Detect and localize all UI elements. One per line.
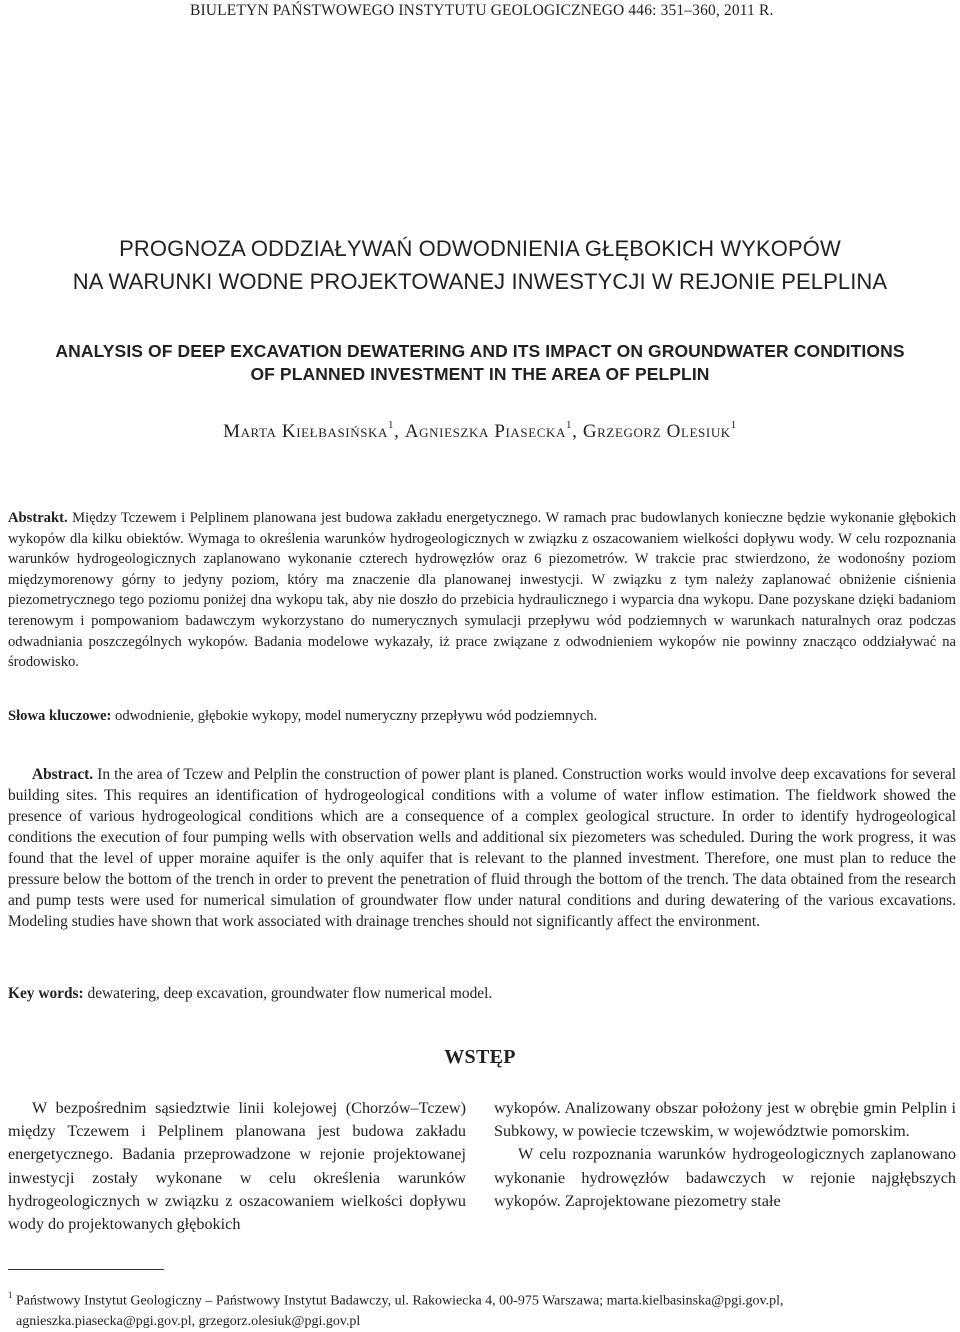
- footnote-mark: 1: [8, 1290, 13, 1300]
- keywords-polish-text: odwodnienie, głębokie wykopy, model numeryczny przepływu wód podziemnych.: [111, 708, 598, 724]
- title-english-line-1: ANALYSIS OF DEEP EXCAVATION DEWATERING AND ITS IMPACT ON GROUNDWATER CONDITIONS: [55, 341, 905, 361]
- abstract-polish: [8, 508, 956, 673]
- author-separator: ,: [394, 421, 405, 442]
- footnote-divider: [8, 1269, 164, 1270]
- body-paragraph: W celu rozpoznania warunków hydrogeologicznych zaplanowano wykonanie hydrowęzłów badawczych w rejonie najgłębszych wykopów. Zaprojektowane piezometry stałe: [494, 1145, 956, 1210]
- title-polish-line-1: PROGNOZA ODDZIAŁYWAŃ ODWODNIENIA GŁĘBOKICH WYKOPÓW: [119, 236, 841, 261]
- body-column-left: [8, 1097, 466, 1236]
- abstract-polish-text: Między Tczewem i Pelplinem planowana jest budowa zakładu energetycznego. W ramach prac budowlanych konieczne będzie wykonanie głębokich wykopów dla kilku obiektów. Wymaga to określenia warunków hydrogeologicznych w związku z oszacowaniem wielkości dopływu wody. W celu rozpoznania warunków hydrogeologicznych zaplanowano wykonanie czterech hydrowęzłów oraz 6 piezometrów. W trakcie prac stwierdzono, że wodonośny poziom międzymorenowy górny to jedyny poziom, który ma znaczenie dla planowanej inwestycji. W związku z tym należy zaplanować obniżenie ciśnienia piezometrycznego tego poziomu poniżej dna wykopu tak, aby nie doszło do przebicia hydraulicznego i wyparcia dna wykopu. Dane pozyskane dzięki badaniom terenowym i pompowaniom badawczym wykorzystano do numerycznych symulacji przepływu wód podziemnych w warunkach naturalnych oraz podczas odwadniania poszczególnych wykopów. Badania modelowe wykazały, iż prace związane z odwodnieniem wykopów nie powinny znacząco oddziaływać na środowisko.: [8, 510, 956, 671]
- keywords-polish-label: Słowa kluczowe:: [8, 708, 112, 724]
- body-paragraph: W bezpośrednim sąsiedztwie linii kolejowej (Chorzów–Tczew) między Tczewem i Pelplinem planowana jest budowa zakładu energetycznego. Badania przeprowadzone w rejonie projektowanej inwestycji zostały wykonane w celu określenia warunków hydrogeologicznych w związku z oszacowaniem wielkości dopływu wody do projektowanych głębokich: [8, 1099, 466, 1234]
- author-2-affiliation: 1: [566, 419, 573, 431]
- authors: [0, 421, 960, 443]
- author-1-affiliation: 1: [388, 419, 395, 431]
- title-polish: [0, 232, 960, 298]
- keywords-english: [8, 984, 956, 1004]
- author-3: Grzegorz Olesiuk: [582, 421, 731, 442]
- footnote: [8, 1286, 956, 1332]
- keywords-polish: [8, 706, 956, 726]
- body-paragraph: wykopów. Analizowany obszar położony jest w obrębie gmin Pelplin i Subkowy, w powiecie tczewskim, w województwie pomorskim.: [494, 1099, 956, 1141]
- author-separator: ,: [572, 421, 583, 442]
- author-3-affiliation: 1: [730, 419, 737, 431]
- running-head: BIULETYN PAŃSTWOWEGO INSTYTUTU GEOLOGICZNEGO 446: 351–360, 2011 R.: [190, 2, 774, 19]
- title-polish-line-2: NA WARUNKI WODNE PROJEKTOWANEJ INWESTYCJI W REJONIE PELPLINA: [72, 269, 888, 294]
- author-1: Marta Kiełbasińska: [223, 421, 389, 442]
- abstract-english-label: Abstract.: [32, 766, 94, 783]
- keywords-english-text: dewatering, deep excavation, groundwater flow numerical model.: [83, 985, 493, 1002]
- title-english-line-2: OF PLANNED INVESTMENT IN THE AREA OF PELPLIN: [250, 364, 710, 384]
- abstract-polish-label: Abstrakt.: [8, 510, 68, 526]
- body-column-right: [494, 1097, 956, 1213]
- abstract-english: [8, 764, 956, 932]
- section-heading: WSTĘP: [444, 1046, 516, 1068]
- author-2: Agnieszka Piasecka: [404, 421, 567, 442]
- title-english: [0, 340, 960, 386]
- footnote-line-2: agnieszka.piasecka@pgi.gov.pl, grzegorz.olesiuk@pgi.gov.pl: [16, 1313, 361, 1329]
- footnote-line-1: Państwowy Instytut Geologiczny – Państwowy Instytut Badawczy, ul. Rakowiecka 4, 00-975 Warszawa; marta.kielbasinska@pgi.gov.pl,: [12, 1293, 784, 1309]
- keywords-english-label: Key words:: [8, 985, 84, 1002]
- abstract-english-text: In the area of Tczew and Pelplin the construction of power plant is planed. Construction works would involve deep excavations for several building sites. This requires an identification of hydrogeological conditions with a volume of water inflow estimation. The fieldwork showed the presence of various hydrogeological conditions which are a consequence of a complex geological structure. In order to identify hydrogeological conditions the execution of four pumping wells with observation wells and additional six piezometers was scheduled. During the work progress, it was found that the level of upper moraine aquifer is the only aquifer that is relevant to the planned investment. Therefore, one must plan to reduce the pressure below the bottom of the trench in order to prevent the penetration of fluid through the bottom of the trench. The data obtained from the research and pump tests were used for numerical simulation of groundwater flow under natural conditions and during dewatering of the various excavations. Modeling studies have shown that work associated with drainage trenches should not significantly affect the environment.: [8, 766, 956, 930]
